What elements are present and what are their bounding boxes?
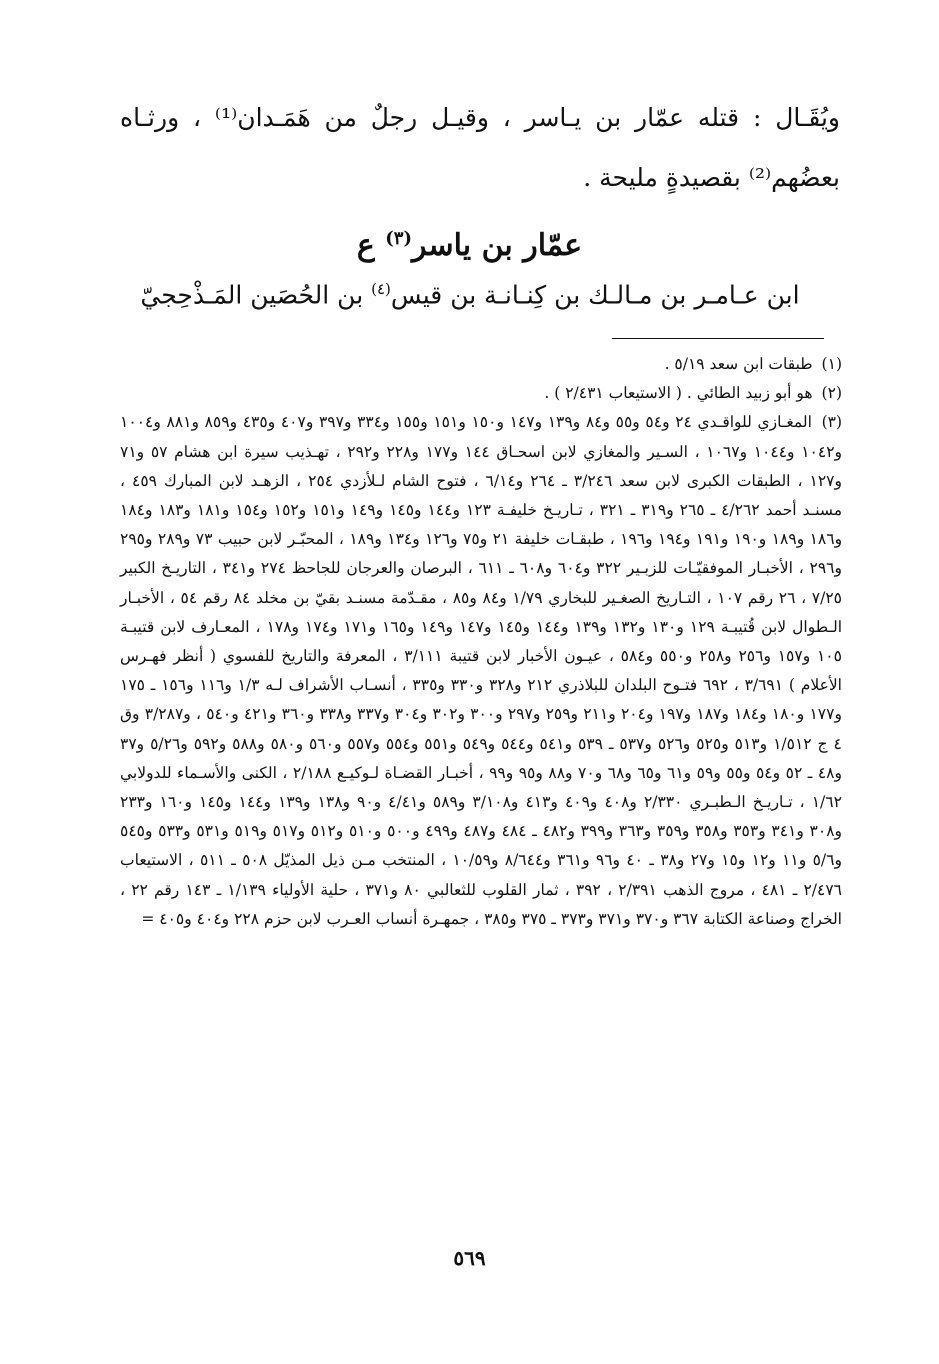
footnote-number: (١) <box>821 355 842 373</box>
footnote-number: (٢) <box>821 384 842 403</box>
lineage-footnote-ref: (٤) <box>371 280 391 298</box>
footnote-number: (٣) <box>821 413 843 432</box>
footnote <box>120 379 842 408</box>
page-number: ٥٦٩ <box>453 1246 486 1270</box>
entry-lineage <box>120 280 820 309</box>
intro-paragraph: ويُقَـال : قتله عمّار بن يـاسر ، وقيـل رجلٌ من هَمَـدان⁽¹⁾ ، ورثـاه بعضُهم⁽²⁾ بقصيدةٍ مليحة . <box>120 103 840 192</box>
footnotes <box>120 350 842 934</box>
entry-title <box>0 228 939 263</box>
footnote-text: طبقات ابن سعد ٥/١٩ . <box>664 355 813 373</box>
footnote <box>120 408 842 934</box>
entry-title-footnote-ref: (٣) <box>385 228 412 249</box>
footnote <box>120 350 842 379</box>
lineage-part-2: بن الحُصَين المَـذْحِجيّ <box>140 280 364 310</box>
footnote-text: المغـازي للواقـدي ٢٤ و٥٤ و٥٥ و٨٤ و١٣٩ و١٤٧ و١٥٠ و١٥١ و١٥٥ و٣٣٤ و٣٩٧ و٤٠٧ و٤٣٥ و٨٥٩ و٨٨١ و١٠٠٤ و١٠٤٢ و١٠٤٤ و١٠٦٧ ، السـير والمغازي لابن اسحـاق ١٤٤ و١٧٧ و٢٢٨ و٢٩٢ ، تهـذيب سيرة ابن هشام ٥٧ و٧١ و١٢٧ ، الطبقات الكبرى لابن سعد ٣/٢٤٦ ـ ٢٦٤ و٦/١٤ ، فتوح الشام لـلأزدي ٢٥٤ ، الزهـد لابن المبارك ٤٥٩ ، مسنـد أحمد ٤/٢٦٢ ـ ٢٦٥ و٣١٩ ـ ٣٢١ ، تـاريـخ خليفـة ١٢٣ و١٤٤ و١٤٥ و١٤٩ و١٥١ و١٥٢ و١٥٤ و١٨١ و١٨٣ و١٨٤ و١٨٦ و١٨٩ و١٩٠ و١٩١ و١٩٤ و١٩٦ ، طبقـات خليفة ٢١ و٧٥ و١٢٦ و١٣٤ و١٨٩ ، المحبّـر لابن حبيب ٧٣ و٢٨٩ و٢٩٥ و٢٩٦ ، الأخبـار الموفقيّـات للزبـير ٣٢٢ و٦٠٤ و٦٠٨ ـ ٦١١ ، البرصان والعرجان للجاحظ ٢٧٤ و٣٤١ ، التاريـخ الكبير ٧/٢٥ ، ٢٦ رقم ١٠٧ ، التـاريخ الصغـير للبخاري ١/٧٩ و٨٤ و٨٥ ، مقـدّمة مسنـد بقيّ بن مخلد ٨٤ رقم ٥٤ ، الأخبـار الـطوال لابن قُتيبـة ١٢٩ و١٣٠ و١٣٢ و١٣٩ و١٤٤ و١٤٥ و١٤٧ و١٤٩ و١٦٥ و١٧١ و١٧٤ و١٧٨ ، المعـارف لابن قتيبـة ١٠٥ و١٥٧ و٢٥٦ و٢٥٨ و٥٥٠ و٥٨٤ ، عيـون الأخبار لابن قتيبة ٣/١١١ ، المعرفة والتاريخ للفسوي ( أنظر فهـرس الأعلام ) ٣/٦٩١ ، ٦٩٢ فتـوح البلدان للبلاذري ٢١٢ و٣٢٨ و٣٣٠ و٣٣٥ ، أنسـاب الأشراف لـه ١/٣ و١١٦ و١٥٦ ـ ١٧٥ و١٧٧ و١٨٠ و١٨٤ و١٨٧ و١٩٧ و٢٠٤ و٢١١ و٢٥٩ و٢٩٧ و٣٠٠ و٣٠٢ و٣٠٤ و٣٣٧ و٣٣٨ و٣٦٠ و٤٢١ و٥٤٠ ، و٣/٢٨٧ وق ٤ ج ١/٥١٢ و٥١٣ و٥٢٥ و٥٢٦ و٥٣٧ ـ ٥٣٩ و٥٤١ و٥٤٤ و٥٤٩ و٥٥١ و٥٥٤ و٥٥٧ و٥٦٠ و٥٨٠ و٥٨٨ و٥٩٢ و٥/٢٦ و٣٧ و٤٨ ـ ٥٢ و٥٤ و٥٥ و٥٩ و٦١ و٦٥ و٦٨ و٧٠ و٨٨ و٩٥ و٩٩ ، أخبـار القضـاة لـوكيـع ٢/١٨٨ ، الكنى والأسـماء للدولابي ١/٦٢ ، تـاريـخ الـطبـري ٢/٣٣٠ و٤٠٨ و٤٠٩ و٤١٣ و٣/١٠٨ و٥٨٩ و٤/٤١ و٩٠ و١٣٨ و١٣٩ و١٤٤ و١٤٥ و١٦٠ و٢٣٣ و٣٠٨ و٣٤١ و٣٥٣ و٣٥٨ و٣٥٩ و٣٦٣ و٣٩٩ و٤٨٢ ـ ٤٨٤ و٤٨٧ و٤٩٩ و٥٠٠ و٥١٠ و٥١٢ و٥١٧ و٥١٩ و٥٣١ و٥٣٣ و٥٤٥ و٥/٦ و١١ و١٢ و١٥ و٢٧ و٣٨ ـ ٤٠ و٩٦ و٣٦١ و٨/٦٤٤ و١٠/٥٩ ، المنتخب مـن ذيل المذيّل ٥٠٨ ـ ٥١١ ، الاستيعاب ٢/٤٧٦ ـ ٤٨١ ، مروج الذهب ٢/٣٩١ ، ٣٩٢ ، ثمار القلوب للثعالبي ٨٠ و٣٧١ ، حلية الأولياء ١/١٣٩ ـ ١٤٣ رقم ٢٢ ، الخراج وصناعة الكتابة ٣٦٧ و٣٧٠ و٣٧١ و٣٧٣ ـ ٣٧٥ و٣٨٥ ، جمهـرة أنساب العـرب لابن حزم ٢٢٨ و٤٠٤ و٤٠٥ = <box>120 413 843 928</box>
entry-title-name: عمّار بن ياسر <box>411 228 583 263</box>
footnote-text: هو أبو زبيد الطائي . ( الاستيعاب ٢/٤٣١ ) . <box>544 384 813 403</box>
lineage-part-1: ابن عـامـر بن مـالـك بن كِنـانـة بن قيس <box>390 280 800 310</box>
entry-title-mark: ع <box>356 228 375 263</box>
footnote-separator <box>612 338 824 339</box>
